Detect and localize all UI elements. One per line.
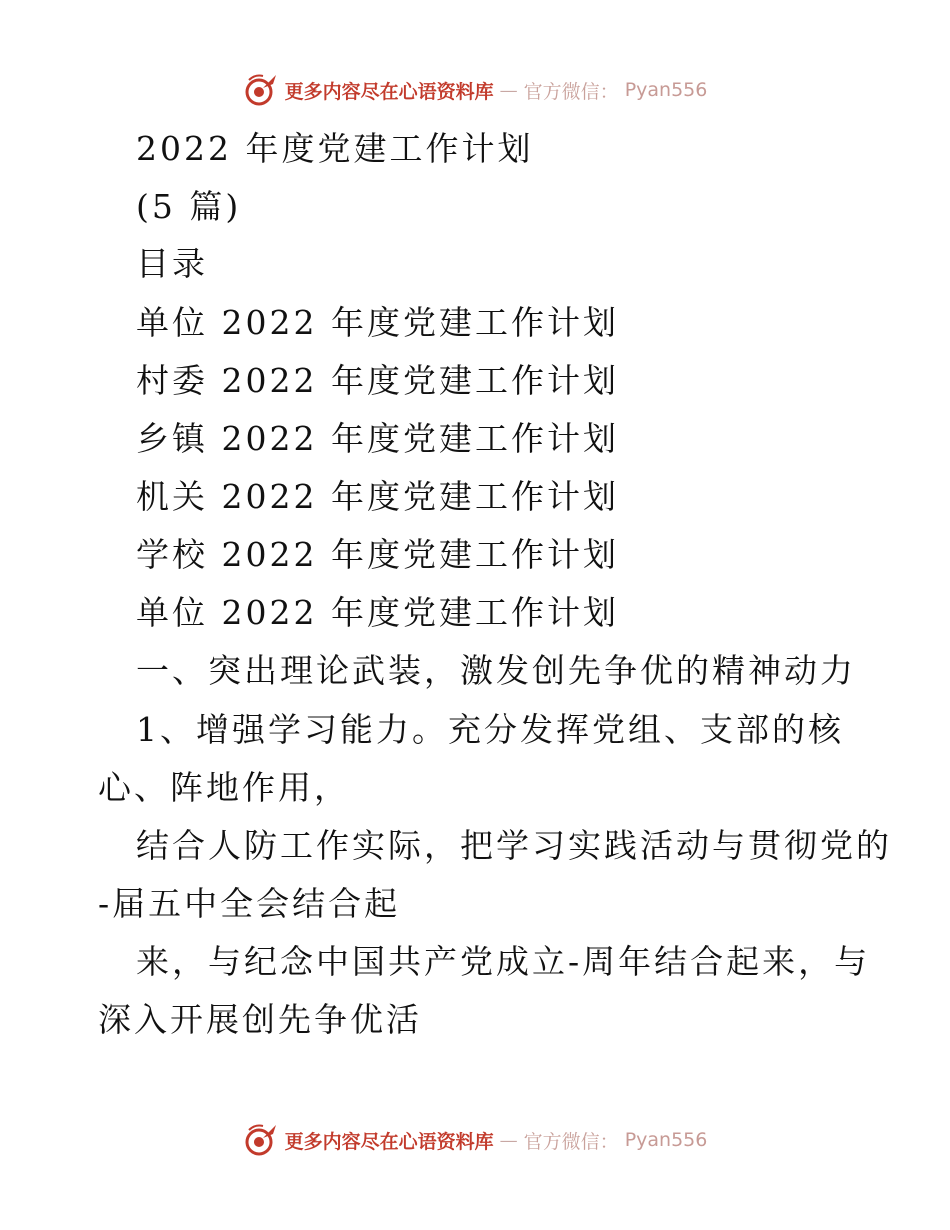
watermark-wechat-label: 官方微信： xyxy=(523,80,619,103)
body-paragraph-line: 来，与纪念中国共产党成立-周年结合起来，与 xyxy=(136,942,871,981)
body-paragraph-line: 1、增强学习能力。充分发挥党组、支部的核 xyxy=(136,710,844,749)
body-paragraph-line: -届五中全会结合起 xyxy=(98,884,401,923)
body-paragraph-line: 深入开展创先争优活 xyxy=(98,1000,422,1039)
document-title: 2022 年度党建工作计划 xyxy=(136,129,534,168)
document-subtitle: (5 篇) xyxy=(136,187,242,226)
section-title: 单位 2022 年度党建工作计划 xyxy=(136,593,619,632)
watermark-wechat-label: 官方微信： xyxy=(523,1130,619,1153)
toc-item: 乡镇 2022 年度党建工作计划 xyxy=(136,419,619,458)
toc-item: 机关 2022 年度党建工作计划 xyxy=(136,477,619,516)
watermark-footer xyxy=(0,1120,950,1160)
quill-logo-icon xyxy=(243,1122,279,1158)
quill-logo-icon xyxy=(243,72,279,108)
heading-1: 一、突出理论武装，激发创先争优的精神动力 xyxy=(136,651,856,690)
toc-item: 村委 2022 年度党建工作计划 xyxy=(136,361,619,400)
toc-item: 学校 2022 年度党建工作计划 xyxy=(136,535,619,574)
toc-item: 单位 2022 年度党建工作计划 xyxy=(136,303,619,342)
watermark-wechat-id: Pyan556 xyxy=(624,1129,708,1151)
watermark-header xyxy=(0,70,950,110)
watermark-separator: — xyxy=(499,1129,518,1151)
watermark-text: 更多内容尽在心语资料库 xyxy=(284,1130,494,1153)
watermark-wechat-id: Pyan556 xyxy=(624,79,708,101)
body-paragraph-line: 心、阵地作用， xyxy=(98,768,350,807)
watermark-separator: — xyxy=(499,79,518,101)
watermark-text: 更多内容尽在心语资料库 xyxy=(284,80,494,103)
toc-heading: 目录 xyxy=(136,244,208,283)
body-paragraph-line: 结合人防工作实际，把学习实践活动与贯彻党的 xyxy=(136,826,892,865)
